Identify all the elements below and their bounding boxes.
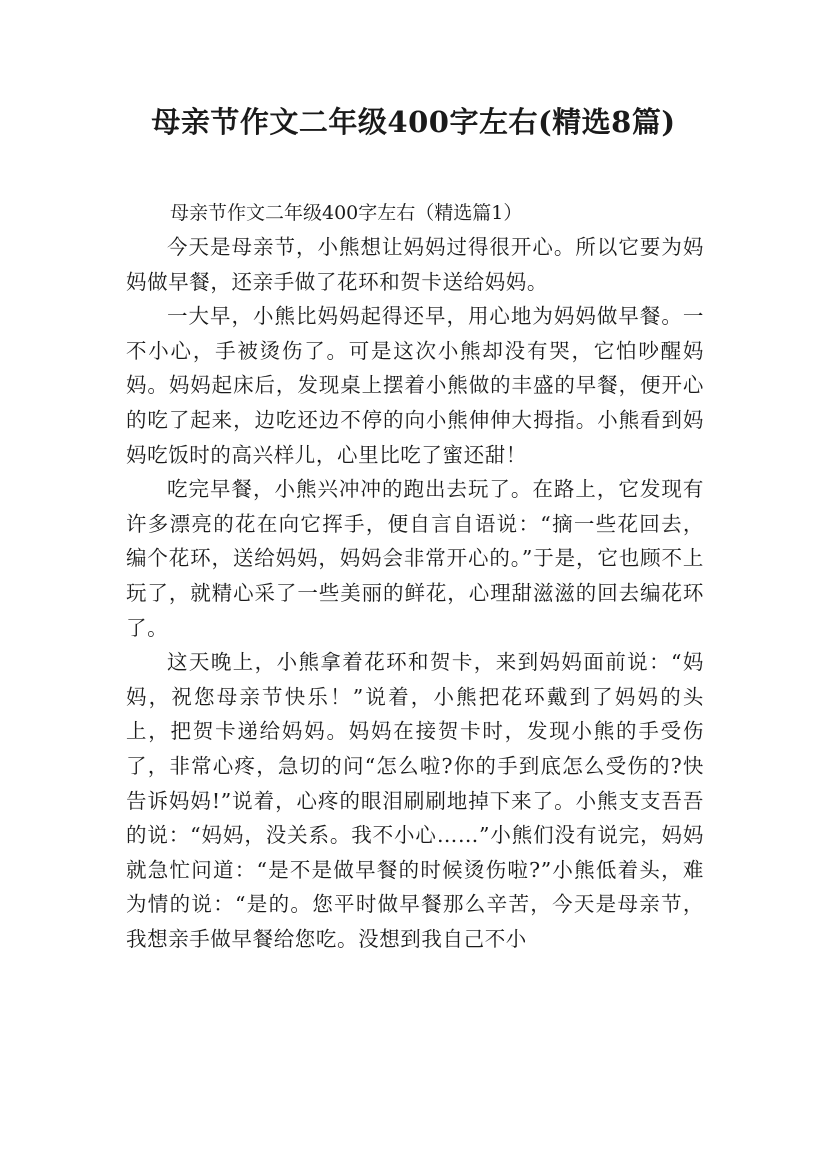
paragraph-3: 吃完早餐，小熊兴冲冲的跑出去玩了。在路上，它发现有许多漂亮的花在向它挥手，便自言自语说：“摘一些花回去，编个花环，送给妈妈，妈妈会非常开心的。”于是，它也顾不上玩了，就精心采了一些美丽的鲜花，心理甜滋滋的回去编花环了。 (126, 477, 704, 640)
document-title: 母亲节作文二年级400字左右(精选8篇) (151, 105, 676, 139)
paragraph-4: 这天晚上，小熊拿着花环和贺卡，来到妈妈面前说：“妈妈，祝您母亲节快乐！”说着，小熊把花环戴到了妈妈的头上，把贺卡递给妈妈。妈妈在接贺卡时，发现小熊的手受伤了，非常心疼，急切的问“怎么啦?你的手到底怎么受伤的?快告诉妈妈!”说着，心疼的眼泪刷刷地掉下来了。小熊支支吾吾的说：“妈妈，没关系。我不小心……”小熊们没有说完，妈妈就急忙问道：“是不是做早餐的时候烫伤啦?”小熊低着头，难为情的说：“是的。您平时做早餐那么辛苦，今天是母亲节，我想亲手做早餐给您吃。没想到我自己不小 (126, 650, 704, 951)
paragraph-2: 一大早，小熊比妈妈起得还早，用心地为妈妈做早餐。一不小心，手被烫伤了。可是这次小熊却没有哭，它怕吵醒妈妈。妈妈起床后，发现桌上摆着小熊做的丰盛的早餐，便开心的吃了起来，边吃还边不停的向小熊伸伸大拇指。小熊看到妈妈吃饭时的高兴样儿，心里比吃了蜜还甜！ (126, 304, 704, 467)
article-body (126, 196, 704, 956)
section-title: 母亲节作文二年级400字左右（精选篇1） (170, 202, 523, 224)
paragraph-1: 今天是母亲节，小熊想让妈妈过得很开心。所以它要为妈妈做早餐，还亲手做了花环和贺卡送给妈妈。 (126, 235, 704, 294)
